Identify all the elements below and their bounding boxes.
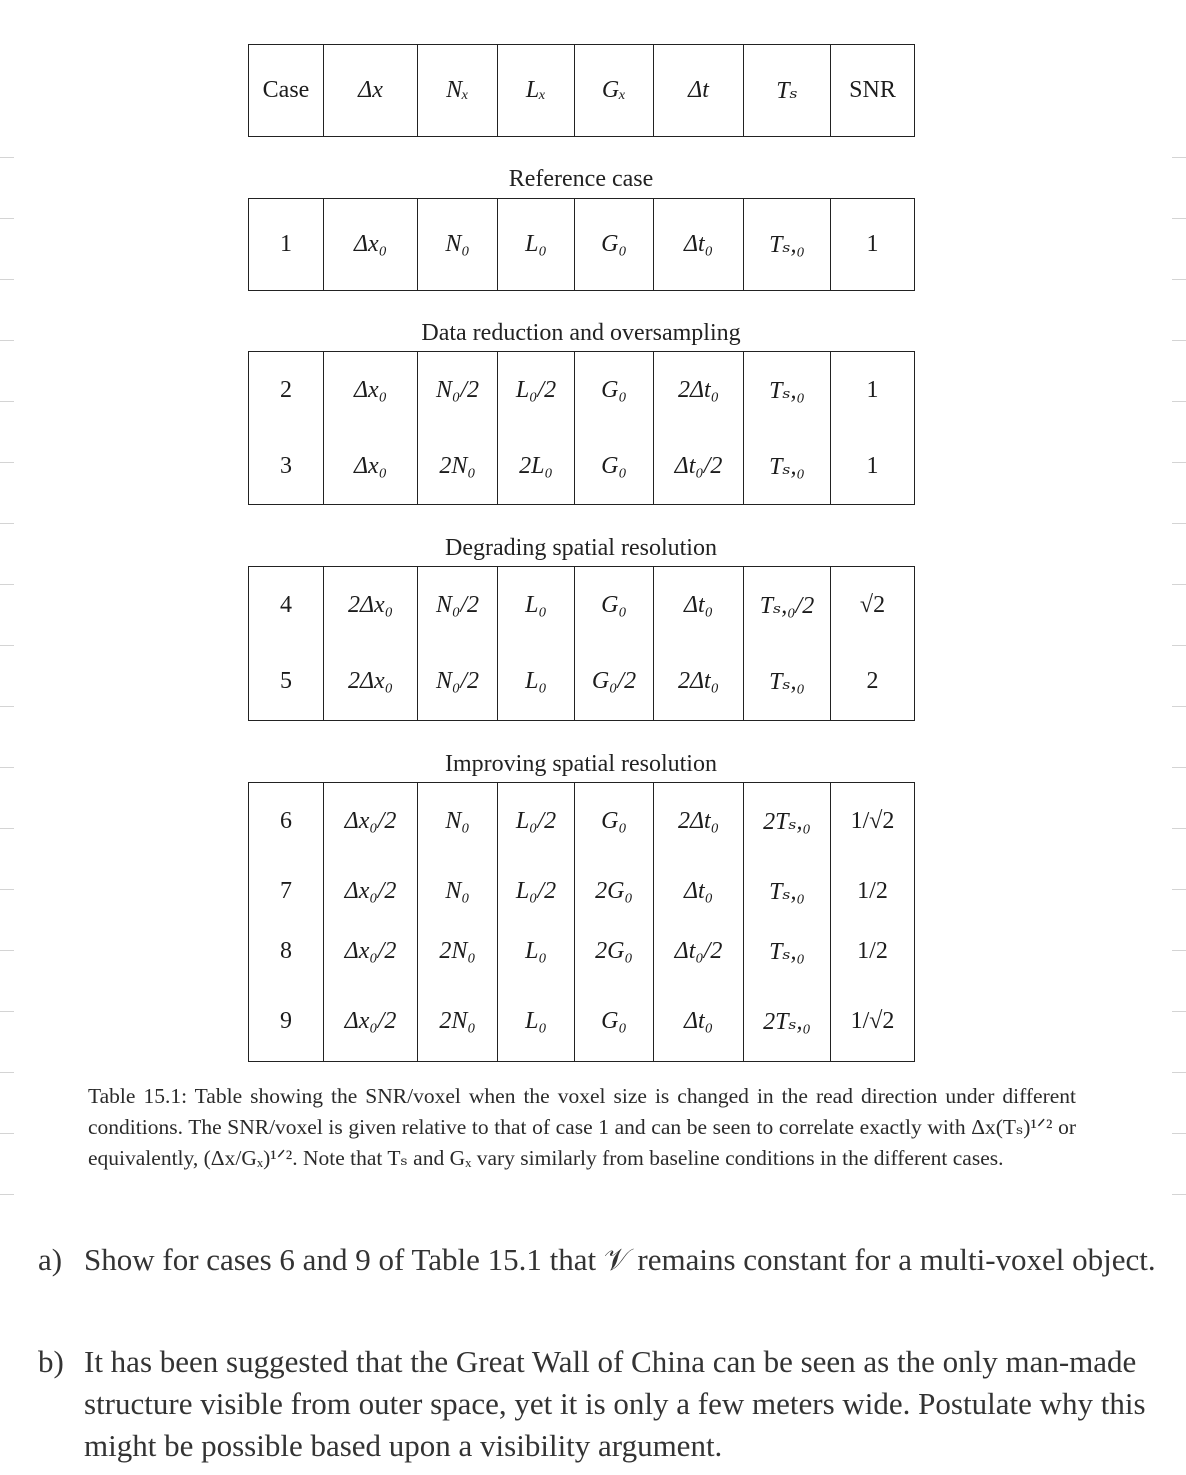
edge-tick [1172, 1133, 1186, 1134]
case-cell: 4 [249, 567, 324, 644]
table-cell: Tₛ,₀ [744, 644, 831, 721]
table-cell: G₀ [575, 982, 654, 1062]
edge-tick [0, 828, 14, 829]
table-cell: Δt₀/2 [654, 922, 744, 982]
snr-cell: 1/√2 [831, 982, 915, 1062]
header-row [249, 45, 915, 137]
table-cell: G₀ [575, 783, 654, 861]
edge-tick [1172, 523, 1186, 524]
edge-tick [1172, 340, 1186, 341]
edge-tick [1172, 157, 1186, 158]
table-cell: 2Tₛ,₀ [744, 783, 831, 861]
table-cell: 2N₀ [418, 922, 498, 982]
table-cell: L₀/2 [498, 783, 575, 861]
table-cell: 2Δx₀ [324, 644, 418, 721]
header-cell: Gₓ [575, 45, 654, 137]
case-cell: 9 [249, 982, 324, 1062]
section-table [248, 566, 915, 721]
snr-cell: 1/2 [831, 861, 915, 922]
edge-tick [1172, 462, 1186, 463]
table-cell: Δt₀ [654, 982, 744, 1062]
table-cell: N₀/2 [418, 352, 498, 429]
table-row [249, 429, 915, 505]
question-label: b) [38, 1344, 64, 1379]
table-cell: L₀ [498, 922, 575, 982]
table-cell: N₀ [418, 199, 498, 291]
snr-cell: 1 [831, 199, 915, 291]
edge-tick [1172, 889, 1186, 890]
table-cell: 2G₀ [575, 922, 654, 982]
table-cell: 2Δx₀ [324, 567, 418, 644]
snr-cell: 1 [831, 429, 915, 505]
edge-tick [0, 1072, 14, 1073]
case-cell: 2 [249, 352, 324, 429]
table-caption: Table 15.1: Table showing the SNR/voxel when the voxel size is changed in the read direction under different conditions. The SNR/voxel is given relative to that of case 1 and can be seen to correlate exactly with Δx(Tₛ)¹ᐟ² or equivalently, (Δx/Gₓ)¹ᐟ². Note that Tₛ and Gₓ vary similarly from baseline conditions in the different cases. [88, 1084, 1076, 1170]
table-row [249, 352, 915, 429]
edge-tick [0, 1011, 14, 1012]
table-cell: N₀ [418, 861, 498, 922]
case-cell: 3 [249, 429, 324, 505]
case-cell: 8 [249, 922, 324, 982]
table-cell: 2Tₛ,₀ [744, 982, 831, 1062]
header-cell: Δx [324, 45, 418, 137]
edge-tick [0, 218, 14, 219]
section-table [248, 198, 915, 291]
table-row [249, 783, 915, 861]
case-cell: 5 [249, 644, 324, 721]
table-cell: L₀ [498, 199, 575, 291]
snr-cell: √2 [831, 567, 915, 644]
header-cell: Tₛ [744, 45, 831, 137]
section-title: Degrading spatial resolution [445, 535, 717, 561]
edge-tick [0, 157, 14, 158]
table-cell: G₀ [575, 567, 654, 644]
table-cell: Tₛ,₀/2 [744, 567, 831, 644]
edge-tick [1172, 1194, 1186, 1195]
edge-tick [0, 706, 14, 707]
table-cell: G₀/2 [575, 644, 654, 721]
table-cell: L₀ [498, 982, 575, 1062]
table-cell: L₀/2 [498, 861, 575, 922]
question-b [38, 1341, 1173, 1467]
table-cell: Tₛ,₀ [744, 352, 831, 429]
table-cell: Δx₀ [324, 352, 418, 429]
edge-tick [1172, 767, 1186, 768]
edge-tick [1172, 828, 1186, 829]
table-cell: 2N₀ [418, 982, 498, 1062]
header-cell: Nₓ [418, 45, 498, 137]
table-cell: N₀ [418, 783, 498, 861]
edge-tick [1172, 218, 1186, 219]
table-cell: N₀/2 [418, 644, 498, 721]
section-table [248, 782, 915, 1062]
edge-tick [0, 279, 14, 280]
table-cell: L₀/2 [498, 352, 575, 429]
section-title: Reference case [508, 166, 654, 192]
case-cell: 7 [249, 861, 324, 922]
edge-tick [0, 950, 14, 951]
table-row [249, 982, 915, 1062]
edge-tick [0, 584, 14, 585]
table-cell: L₀ [498, 567, 575, 644]
edge-tick [1172, 584, 1186, 585]
question-text: Show for cases 6 and 9 of Table 15.1 that 𝒱 remains constant for a multi-voxel object. [84, 1242, 1156, 1277]
table-cell: Δx₀/2 [324, 861, 418, 922]
table-row [249, 922, 915, 982]
table-row [249, 199, 915, 291]
question-label: a) [38, 1242, 63, 1277]
edge-tick [0, 401, 14, 402]
edge-tick [1172, 645, 1186, 646]
table-cell: 2G₀ [575, 861, 654, 922]
table-cell: Tₛ,₀ [744, 199, 831, 291]
table-cell: Δx₀ [324, 199, 418, 291]
snr-cell: 1/√2 [831, 783, 915, 861]
edge-tick [0, 523, 14, 524]
edge-tick [0, 462, 14, 463]
table-cell: Δx₀/2 [324, 922, 418, 982]
edge-tick [0, 1133, 14, 1134]
snr-cell: 1 [831, 352, 915, 429]
table-cell: Δt₀ [654, 861, 744, 922]
edge-tick [1172, 279, 1186, 280]
table-cell: Tₛ,₀ [744, 429, 831, 505]
table-cell: N₀/2 [418, 567, 498, 644]
table-cell: Δt₀ [654, 567, 744, 644]
table-cell: 2Δt₀ [654, 644, 744, 721]
header-cell: Case [249, 45, 324, 137]
table-row [249, 567, 915, 644]
table-cell: Δx₀/2 [324, 783, 418, 861]
header-cell: Δt [654, 45, 744, 137]
case-cell: 1 [249, 199, 324, 291]
table-cell: 2L₀ [498, 429, 575, 505]
table-cell: Tₛ,₀ [744, 922, 831, 982]
snr-cell: 1/2 [831, 922, 915, 982]
table-cell: Tₛ,₀ [744, 861, 831, 922]
table-cell: 2N₀ [418, 429, 498, 505]
table-cell: L₀ [498, 644, 575, 721]
edge-tick [0, 340, 14, 341]
edge-tick [0, 1194, 14, 1195]
table-cell: Δt₀/2 [654, 429, 744, 505]
edge-tick [0, 767, 14, 768]
question-a [38, 1239, 1173, 1281]
edge-tick [0, 645, 14, 646]
table-cell: G₀ [575, 429, 654, 505]
header-cell: Lₓ [498, 45, 575, 137]
edge-tick [1172, 706, 1186, 707]
section-title: Improving spatial resolution [445, 751, 717, 777]
header-cell: SNR [831, 45, 915, 137]
table-cell: 2Δt₀ [654, 783, 744, 861]
edge-tick [1172, 401, 1186, 402]
table-cell: G₀ [575, 199, 654, 291]
table-cell: Δx₀ [324, 429, 418, 505]
section-title: Data reduction and oversampling [421, 320, 741, 346]
edge-tick [0, 889, 14, 890]
section-table [248, 351, 915, 505]
question-text: It has been suggested that the Great Wall of China can be seen as the only man-made structure visible from outer space, yet it is only a few meters wide. Postulate why this might be possible based upon a visibility argument. [84, 1344, 1146, 1463]
table-row [249, 861, 915, 922]
case-cell: 6 [249, 783, 324, 861]
edge-tick [1172, 1072, 1186, 1073]
table-row [249, 644, 915, 721]
edge-tick [1172, 950, 1186, 951]
table-cell: Δx₀/2 [324, 982, 418, 1062]
header-table [248, 44, 915, 137]
table-cell: G₀ [575, 352, 654, 429]
snr-cell: 2 [831, 644, 915, 721]
edge-tick [1172, 1011, 1186, 1012]
table-cell: Δt₀ [654, 199, 744, 291]
table-cell: 2Δt₀ [654, 352, 744, 429]
